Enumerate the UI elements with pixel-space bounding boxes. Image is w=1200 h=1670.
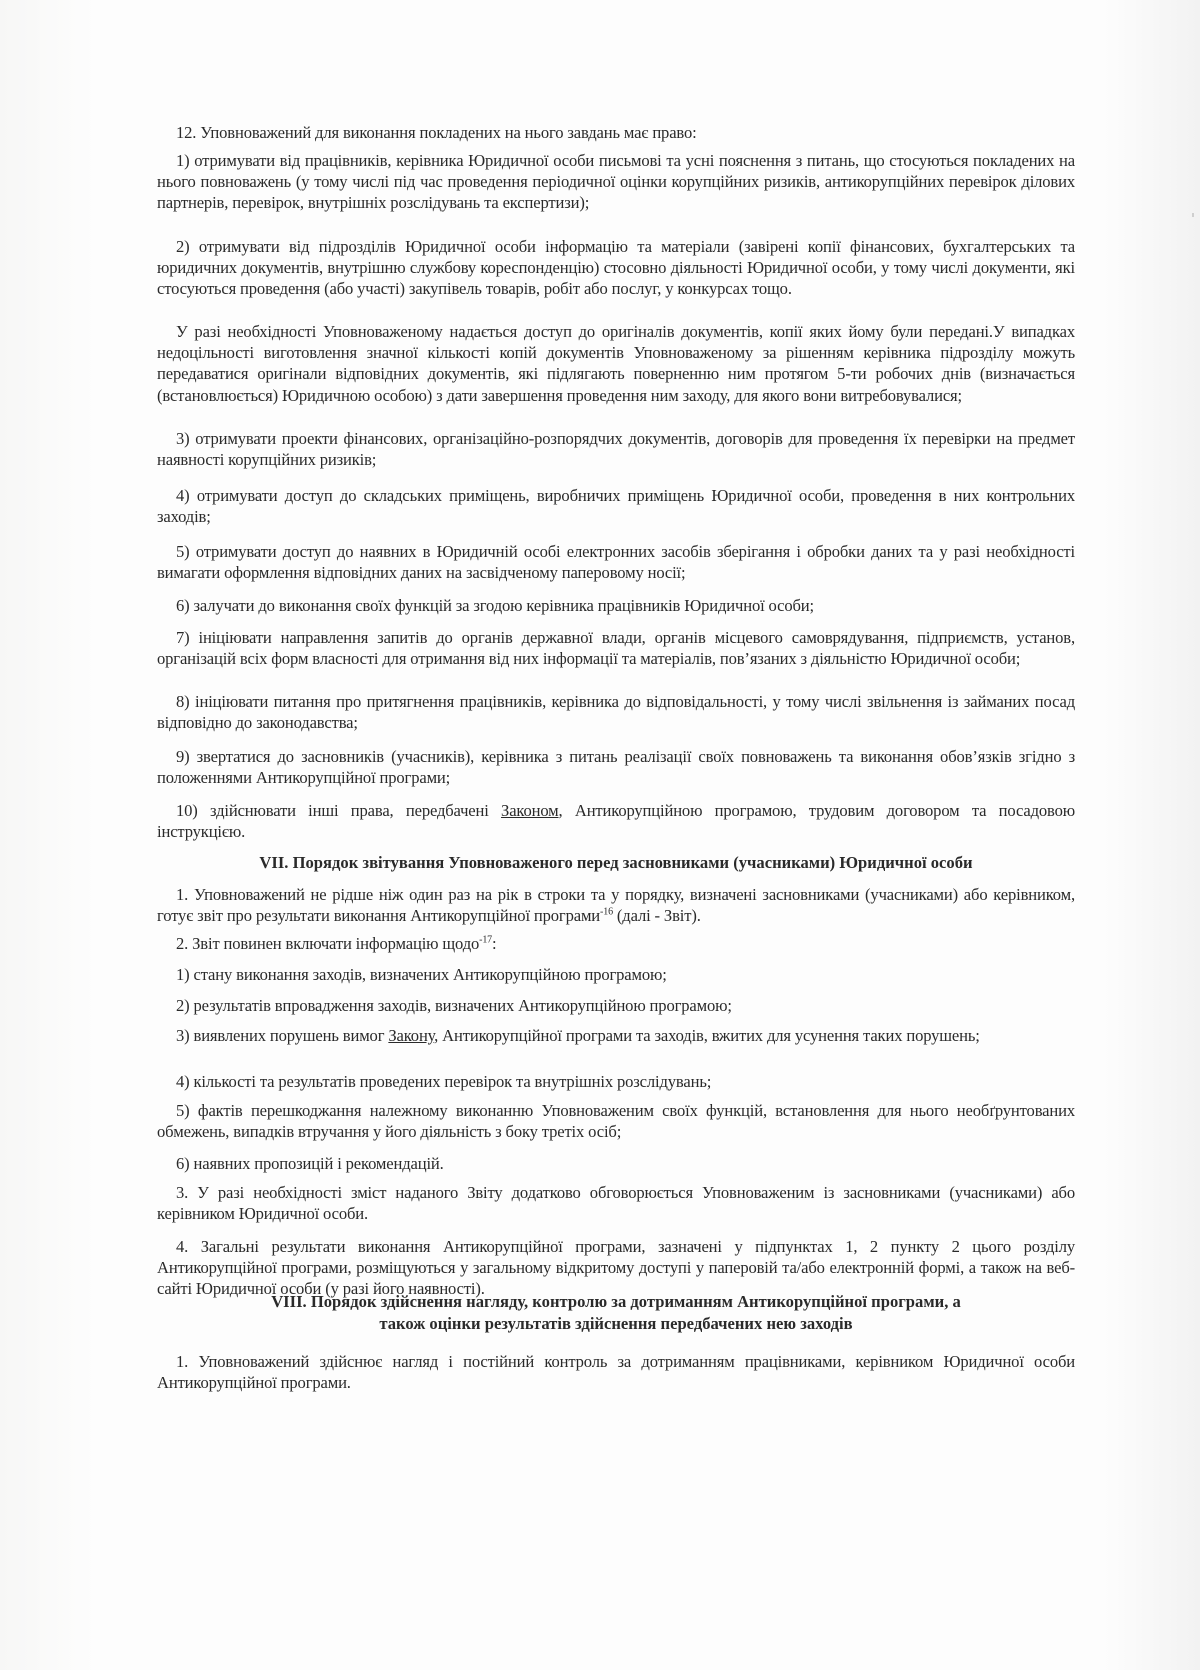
law-link-2[interactable]: Закону — [388, 1026, 435, 1045]
right-item-10 — [157, 800, 1075, 842]
right-item-4: 4) отримувати доступ до складських приміщень, виробничих приміщень Юридичної особи, проведення в них контрольних заходів; — [157, 486, 1075, 527]
right-item-7: 7) ініціювати направлення запитів до органів державної влади, органів місцевого самоврядування, підприємств, установ, організацій всіх форм власності для отримання від них інформації та матеріалів, пов’язаних з діяльністю Юридичної особи; — [157, 628, 1075, 669]
section-7-point-1-end: (далі - Звіт). — [612, 906, 701, 926]
section-7-point-1-text: 1. Уповноважений не рідше ніж один раз на рік в строки та у порядку, визначені засновниками (учасниками) або керівником, готує звіт про результати виконання Антикорупційної програми — [157, 885, 1075, 926]
right-item-6: 6) залучати до виконання своїх функцій за згодою керівника працівників Юридичної особи; — [176, 596, 814, 615]
report-item-4: 4) кількості та результатів проведених перевірок та внутрішніх розслідувань; — [176, 1072, 712, 1091]
section-7-point-4: 4. Загальні результати виконання Антикорупційної програми, зазначені у підпунктах 1, 2 пункту 2 цього розділу Антикорупційної програми, розміщуються у загальному відкритому доступі у паперовій та/або електронній формі, а також на веб-сайті Юридичної особи (у разі його наявності). — [157, 1237, 1075, 1299]
scan-speck — [1192, 213, 1194, 217]
paragraph-12: 12. Уповноважений для виконання покладених на нього завдань має право: — [176, 123, 697, 142]
right-item-5: 5) отримувати доступ до наявних в Юридичній особі електронних засобів зберігання і обробки даних та у разі необхідності вимагати оформлення відповідних даних на засвідченому паперовому носії; — [157, 542, 1075, 583]
report-item-3-end: , Антикорупційної програми та заходів, вжитих для усунення таких порушень; — [434, 1026, 980, 1045]
right-item-9: 9) звертатися до засновників (учасників), керівника з питань реалізації своїх повноважень та виконання обов’язків згідно з положеннями Антикорупційної програми; — [157, 747, 1075, 788]
right-item-8: 8) ініціювати питання про притягнення працівників, керівника до відповідальності, у тому числі звільнення із займаних посад відповідно до законодавства; — [157, 692, 1075, 733]
section-7-point-2-end: : — [492, 934, 497, 953]
section-7-heading: VII. Порядок звітування Уповноваженого перед засновниками (учасниками) Юридичної особи — [259, 853, 973, 872]
section-8-heading-line-1: VIII. Порядок здійснення нагляду, контролю за дотриманням Антикорупційної програми, а — [271, 1292, 961, 1311]
section-8-point-1: 1. Уповноважений здійснює нагляд і постійний контроль за дотриманням працівниками, керівником Юридичної особи Антикорупційної програми. — [157, 1352, 1075, 1393]
section-8-heading-line-2: також оцінки результатів здійснення передбачених нею заходів — [379, 1314, 853, 1333]
report-item-5: 5) фактів перешкоджання належному виконанню Уповноваженим своїх функцій, встановлення для нього необґрунтованих обмежень, випадків втручання у його діяльність з боку третіх осіб; — [157, 1101, 1075, 1142]
footnote-17: -17 — [479, 934, 493, 946]
right-item-1: 1) отримувати від працівників, керівника Юридичної особи письмові та усні пояснення з питань, що стосуються покладених на нього повноважень (у тому числі під час проведення періодичної оцінки корупційних ризиків, антикорупційних перевірок ділових партнерів, перевірок, внутрішніх розслідувань та експертизи); — [157, 151, 1075, 213]
report-item-2: 2) результатів впровадження заходів, визначених Антикорупційною програмою; — [176, 996, 732, 1015]
right-item-10-text-end: , Антикорупційною програмою, трудовим договором та посадовою інструкцією. — [157, 801, 1075, 842]
report-item-3 — [157, 1025, 1075, 1046]
report-item-6: 6) наявних пропозицій і рекомендацій. — [176, 1154, 444, 1173]
section-7-point-1 — [157, 884, 1075, 926]
right-item-10-text: 10) здійснювати інші права, передбачені — [176, 801, 502, 820]
right-item-2-continued: У разі необхідності Уповноваженому надається доступ до оригіналів документів, копії яких йому були передані.У випадках недоцільності виготовлення значної кількості копій документів Уповноваженому за рішенням керівника підрозділу можуть передаватися оригінали відповідних документів, які підлягають поверненню ним протягом 5-ти робочих днів (визначається (встановлюється) Юридичною особою) з дати завершення проведення ним заходу, для якого вони витребовувалися; — [157, 322, 1075, 405]
footnote-16: -16 — [600, 906, 613, 918]
report-item-3-text: 3) виявлених порушень вимог — [176, 1026, 389, 1045]
section-7-point-2 — [157, 933, 1075, 954]
law-link[interactable]: Законом — [501, 801, 559, 820]
section-7-point-2-text: 2. Звіт повинен включати інформацію щодо — [176, 934, 480, 953]
right-item-3: 3) отримувати проекти фінансових, організаційно-розпорядчих документів, договорів для проведення їх перевірки на предмет наявності корупційних ризиків; — [157, 429, 1075, 470]
report-item-1: 1) стану виконання заходів, визначених Антикорупційною програмою; — [176, 965, 667, 984]
right-item-2: 2) отримувати від підрозділів Юридичної особи інформацію та матеріали (завірені копії фінансових, бухгалтерських та юридичних документів, внутрішню службову кореспонденцію) стосовно діяльності Юридичної особи, у тому числі документи, які стосуються проведення (або участі) закупівель товарів, робіт або послуг, у конкурсах тощо. — [157, 237, 1075, 299]
section-7-point-3: 3. У разі необхідності зміст наданого Звіту додатково обговорюється Уповноваженим із засновниками (учасниками) або керівником Юридичної особи. — [157, 1183, 1075, 1224]
